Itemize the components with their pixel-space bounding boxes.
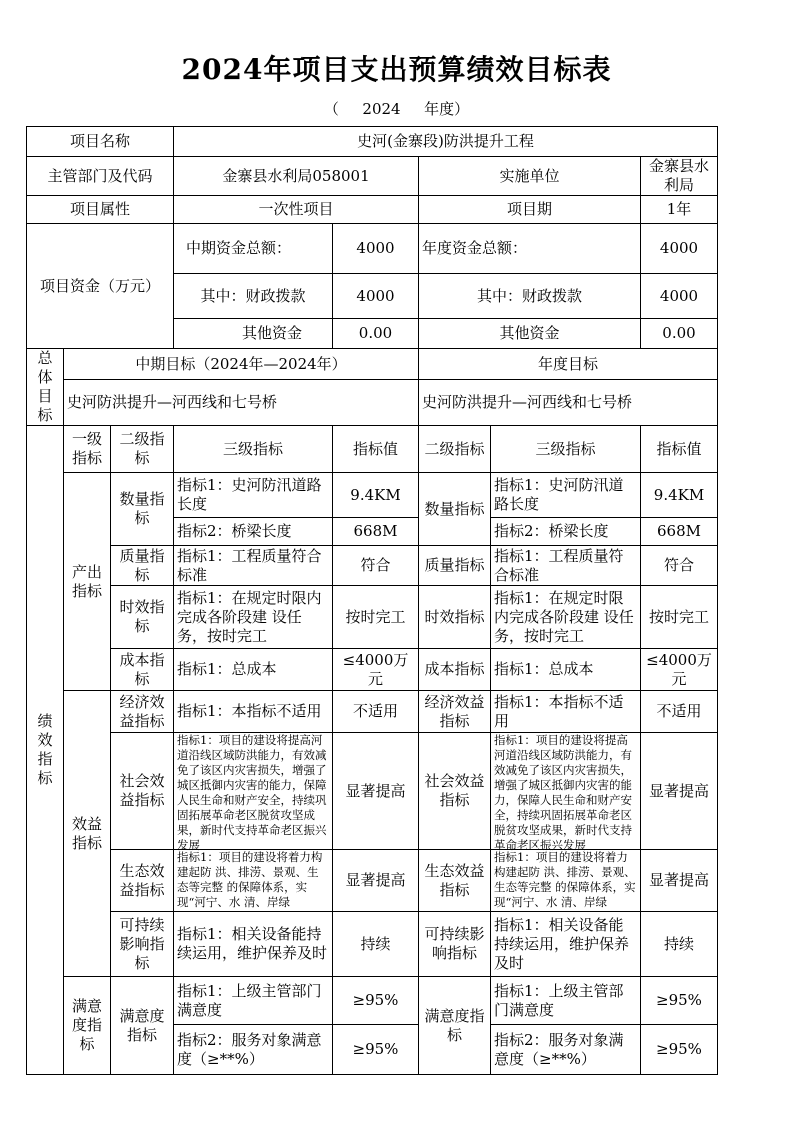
row-timeliness bbox=[27, 586, 718, 649]
satisfaction-i1-val-right: ≥95% bbox=[641, 977, 718, 1025]
year-label: 年度） bbox=[424, 100, 470, 118]
row-ecological bbox=[27, 850, 718, 912]
mid-goal-text: 史河防洪提升—河西线和七号桥 bbox=[64, 380, 419, 426]
quantity-i1-right: 指标1：史河防汛道路长度 bbox=[491, 473, 641, 518]
sustainable-val-left: 持续 bbox=[333, 912, 419, 977]
timeliness-l2-left: 时效指标 bbox=[111, 586, 174, 649]
timeliness-i1-right: 指标1：在规定时限内完成各阶段建 设任务，按时完工 bbox=[491, 586, 641, 649]
header-val-right: 指标值 bbox=[641, 426, 718, 473]
year-line bbox=[0, 98, 793, 119]
row-attribute bbox=[27, 196, 718, 224]
implementer-label: 实施单位 bbox=[419, 157, 641, 196]
department-label: 主管部门及代码 bbox=[27, 157, 174, 196]
sustainable-i1-right: 指标1：相关设备能持续运用，维护保养及时 bbox=[491, 912, 641, 977]
sustainable-l2-right: 可持续影响指标 bbox=[419, 912, 491, 977]
economic-val-left: 不适用 bbox=[333, 691, 419, 733]
quantity-i1-left: 指标1：史河防汛道路长度 bbox=[174, 473, 333, 518]
social-i1-left-text: 指标1：项目的建设将提高河道沿线区域防洪能力，有效减免了该区内灾害损失，增强了城区抵御内灾害的能力，保障人民生命和财产安全，持续巩固拓展革命老区脱贫攻坚成果，新时代支持革命老区振兴发展 bbox=[177, 733, 327, 852]
header-l3-right: 三级指标 bbox=[491, 426, 641, 473]
mid-total-value: 4000 bbox=[333, 224, 419, 274]
attribute-value: 一次性项目 bbox=[174, 196, 419, 224]
timeliness-val-right: 按时完工 bbox=[641, 586, 718, 649]
row-overall-header bbox=[27, 349, 718, 380]
economic-i1-left: 指标1：本指标不适用 bbox=[174, 691, 333, 733]
year-value: 2024 bbox=[362, 100, 401, 118]
quantity-i1-val-right: 9.4KM bbox=[641, 473, 718, 518]
quality-l2-right: 质量指标 bbox=[419, 546, 491, 586]
ecological-i1-right-text: 指标1：项目的建设将着力构建起防 洪、排涝、景观、生态等完整 的保障体系，实现“河宁、水 清、岸绿 bbox=[494, 850, 636, 909]
row-overall-content bbox=[27, 380, 718, 426]
cost-val-left: ≤4000万元 bbox=[333, 649, 419, 691]
year-open: （ bbox=[323, 100, 339, 118]
social-i1-left bbox=[174, 733, 333, 850]
header-val-left: 指标值 bbox=[333, 426, 419, 473]
mid-fiscal-label: 其中：财政拨款 bbox=[174, 274, 333, 319]
quantity-i2-val-right: 668M bbox=[641, 518, 718, 546]
benefit-indicator-label: 效益指标 bbox=[64, 691, 111, 977]
ecological-i1-left bbox=[174, 850, 333, 912]
year-other-value: 0.00 bbox=[641, 319, 718, 349]
mid-other-label: 其他资金 bbox=[174, 319, 333, 349]
year-fiscal-label: 其中：财政拨款 bbox=[419, 274, 641, 319]
quantity-i2-left: 指标2：桥梁长度 bbox=[174, 518, 333, 546]
header-l3-left: 三级指标 bbox=[174, 426, 333, 473]
ecological-i1-right bbox=[491, 850, 641, 912]
social-l2-left: 社会效益指标 bbox=[111, 733, 174, 850]
row-quality bbox=[27, 546, 718, 586]
row-department bbox=[27, 157, 718, 196]
mid-total-label: 中期资金总额： bbox=[174, 224, 333, 274]
satisfaction-l2-left: 满意度指标 bbox=[111, 977, 174, 1075]
cost-l2-left: 成本指标 bbox=[111, 649, 174, 691]
quality-l2-left: 质量指标 bbox=[111, 546, 174, 586]
satisfaction-i1-left: 指标1：上级主管部门满意度 bbox=[174, 977, 333, 1025]
row-quantity-1 bbox=[27, 473, 718, 518]
satisfaction-l2-right: 满意度指标 bbox=[419, 977, 491, 1075]
quality-i1-left: 指标1：工程质量符合标准 bbox=[174, 546, 333, 586]
period-value: 1年 bbox=[641, 196, 718, 224]
satisfaction-i2-left: 指标2：服务对象满意度（≥**%） bbox=[174, 1025, 333, 1075]
satisfaction-indicator-label: 满意度指标 bbox=[64, 977, 111, 1075]
period-label: 项目期 bbox=[419, 196, 641, 224]
ecological-i1-left-text: 指标1：项目的建设将着力构建起防 洪、排涝、景观、生态等完整 的保障体系，实现“河宁、水 清、岸绿 bbox=[177, 850, 323, 909]
quantity-i2-val-left: 668M bbox=[333, 518, 419, 546]
quantity-l2-right: 数量指标 bbox=[419, 473, 491, 546]
cost-i1-left: 指标1：总成本 bbox=[174, 649, 333, 691]
row-sustainable bbox=[27, 912, 718, 977]
timeliness-i1-left: 指标1：在规定时限内完成各阶段建 设任务，按时完工 bbox=[174, 586, 333, 649]
year-other-label: 其他资金 bbox=[419, 319, 641, 349]
row-satisfaction-1 bbox=[27, 977, 718, 1025]
cost-l2-right: 成本指标 bbox=[419, 649, 491, 691]
row-economic bbox=[27, 691, 718, 733]
social-val-right: 显著提高 bbox=[641, 733, 718, 850]
economic-l2-left: 经济效益指标 bbox=[111, 691, 174, 733]
row-project-name bbox=[27, 127, 718, 157]
economic-i1-right: 指标1：本指标不适用 bbox=[491, 691, 641, 733]
attribute-label: 项目属性 bbox=[27, 196, 174, 224]
quantity-i1-val-left: 9.4KM bbox=[333, 473, 419, 518]
mid-fiscal-value: 4000 bbox=[333, 274, 419, 319]
overall-goal-label: 总体目标 bbox=[27, 349, 64, 426]
header-l2-left: 二级指标 bbox=[111, 426, 174, 473]
social-i1-right bbox=[491, 733, 641, 850]
quantity-l2-left: 数量指标 bbox=[111, 473, 174, 546]
year-total-label: 年度资金总额： bbox=[419, 224, 641, 274]
year-goal-text: 史河防洪提升—河西线和七号桥 bbox=[419, 380, 718, 426]
header-l2-right: 二级指标 bbox=[419, 426, 491, 473]
page-title: 2024年项目支出预算绩效目标表 bbox=[181, 53, 612, 86]
quantity-i2-right: 指标2：桥梁长度 bbox=[491, 518, 641, 546]
department-value: 金寨县水利局058001 bbox=[174, 157, 419, 196]
year-total-value: 4000 bbox=[641, 224, 718, 274]
satisfaction-i2-val-left: ≥95% bbox=[333, 1025, 419, 1075]
economic-val-right: 不适用 bbox=[641, 691, 718, 733]
timeliness-l2-right: 时效指标 bbox=[419, 586, 491, 649]
quality-i1-right: 指标1：工程质量符合标准 bbox=[491, 546, 641, 586]
economic-l2-right: 经济效益指标 bbox=[419, 691, 491, 733]
mid-goal-header: 中期目标（2024年—2024年） bbox=[64, 349, 419, 380]
row-funds-total bbox=[27, 224, 718, 274]
social-l2-right: 社会效益指标 bbox=[419, 733, 491, 850]
ecological-val-left: 显著提高 bbox=[333, 850, 419, 912]
row-social bbox=[27, 733, 718, 850]
cost-val-right: ≤4000万元 bbox=[641, 649, 718, 691]
satisfaction-i2-val-right: ≥95% bbox=[641, 1025, 718, 1075]
row-perf-header bbox=[27, 426, 718, 473]
social-val-left: 显著提高 bbox=[333, 733, 419, 850]
sustainable-i1-left: 指标1：相关设备能持续运用，维护保养及时 bbox=[174, 912, 333, 977]
ecological-l2-left: 生态效益指标 bbox=[111, 850, 174, 912]
quality-val-left: 符合 bbox=[333, 546, 419, 586]
output-indicator-label: 产出指标 bbox=[64, 473, 111, 691]
project-name-value: 史河(金寨段)防洪提升工程 bbox=[174, 127, 718, 157]
timeliness-val-left: 按时完工 bbox=[333, 586, 419, 649]
ecological-l2-right: 生态效益指标 bbox=[419, 850, 491, 912]
funds-label: 项目资金（万元） bbox=[27, 224, 174, 349]
social-i1-right-text: 指标1：项目的建设将提高河道沿线区域防洪能力，有效减免了该区内灾害损失，增强了城区抵御内灾害的能力，保障人民生命和财产安全，持续巩固拓展革命老区脱贫攻坚成果，新时代支持革命老区振兴发展 bbox=[494, 733, 632, 852]
year-fiscal-value: 4000 bbox=[641, 274, 718, 319]
project-name-label: 项目名称 bbox=[27, 127, 174, 157]
performance-target-table bbox=[26, 126, 718, 1075]
implementer-value: 金寨县水利局 bbox=[641, 157, 718, 196]
sustainable-val-right: 持续 bbox=[641, 912, 718, 977]
year-goal-header: 年度目标 bbox=[419, 349, 718, 380]
ecological-val-right: 显著提高 bbox=[641, 850, 718, 912]
perf-indicator-label: 绩效指标 bbox=[27, 426, 64, 1075]
satisfaction-i1-right: 指标1：上级主管部门满意度 bbox=[491, 977, 641, 1025]
quality-val-right: 符合 bbox=[641, 546, 718, 586]
cost-i1-right: 指标1：总成本 bbox=[491, 649, 641, 691]
satisfaction-i1-val-left: ≥95% bbox=[333, 977, 419, 1025]
row-cost bbox=[27, 649, 718, 691]
mid-other-value: 0.00 bbox=[333, 319, 419, 349]
header-l1: 一级指标 bbox=[64, 426, 111, 473]
sustainable-l2-left: 可持续影响指标 bbox=[111, 912, 174, 977]
satisfaction-i2-right: 指标2：服务对象满意度（≥**%） bbox=[491, 1025, 641, 1075]
